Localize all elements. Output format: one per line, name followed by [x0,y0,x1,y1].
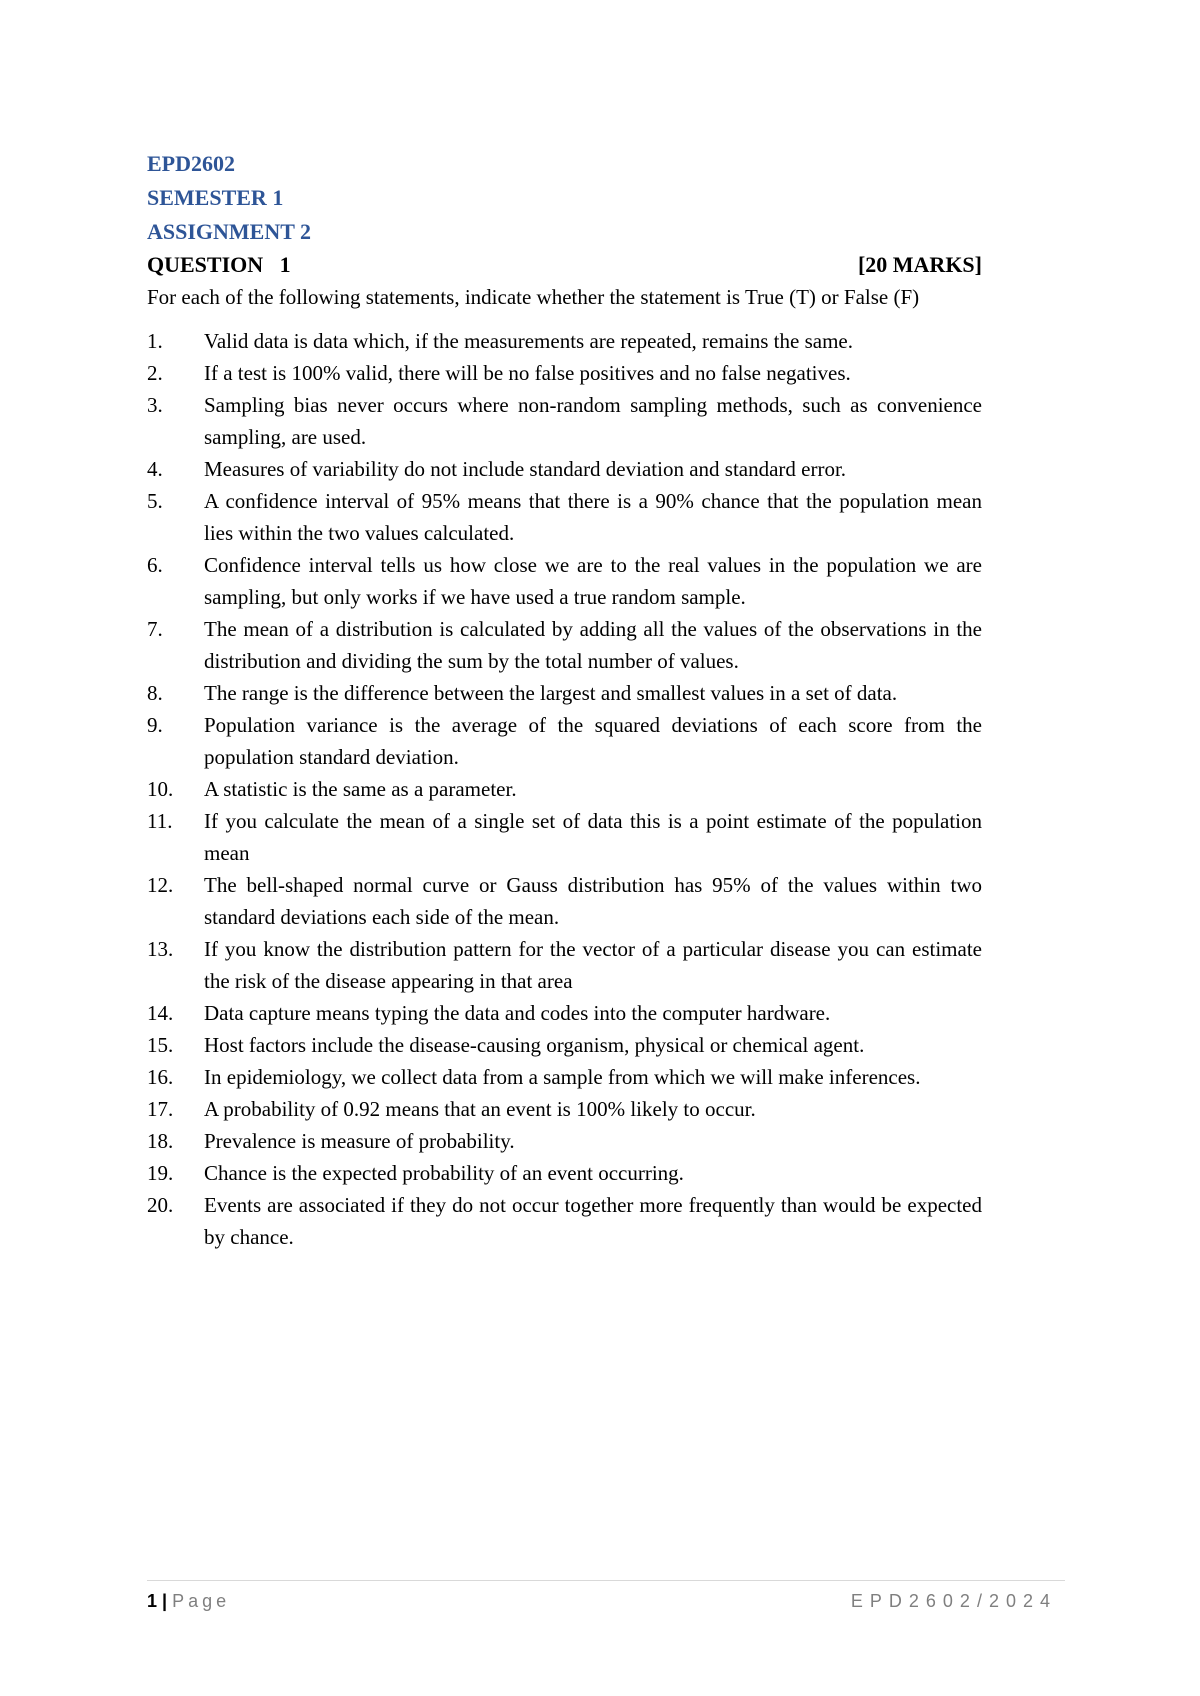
list-item [147,485,982,549]
statement-number: 1. [147,329,163,353]
statement-number: 20. [147,1193,174,1217]
list-item [147,709,982,773]
list-item [147,613,982,677]
statement-text: A confidence interval of 95% means that there is a 90% chance that the population mean lies within the two values calculated. [204,489,982,545]
question-title: QUESTION 1 [147,252,291,277]
statement-text: Host factors include the disease-causing organism, physical or chemical agent. [204,1033,865,1057]
statement-text: The bell-shaped normal curve or Gauss distribution has 95% of the values within two standard deviations each side of the mean. [204,873,982,929]
statement-number: 18. [147,1129,174,1153]
list-item [147,1093,982,1125]
list-item [147,1061,982,1093]
statement-text: Valid data is data which, if the measurements are repeated, remains the same. [204,329,853,353]
statement-text: Sampling bias never occurs where non-random sampling methods, such as convenience sampling, are used. [204,393,982,449]
statement-text: Confidence interval tells us how close we are to the real values in the population we are sampling, but only works if we have used a true random sample. [204,553,982,609]
statement-number: 13. [147,937,174,961]
list-item [147,357,982,389]
statement-number: 17. [147,1097,174,1121]
statement-number: 2. [147,361,163,385]
question-instruction: For each of the following statements, indicate whether the statement is True (T) or False (F) [147,285,920,309]
statement-number: 15. [147,1033,174,1057]
statement-number: 8. [147,681,163,705]
list-item [147,325,982,357]
page-footer [147,1580,1065,1612]
statement-text: Measures of variability do not include standard deviation and standard error. [204,457,847,481]
statement-number: 11. [147,809,173,833]
statement-number: 9. [147,713,163,737]
list-item [147,869,982,933]
statement-text: The mean of a distribution is calculated by adding all the values of the observations in the distribution and dividing the sum by the total number of values. [204,617,982,673]
footer-separator: | [162,1591,168,1611]
question-marks: [20 MARKS] [857,252,982,277]
page-content [147,147,982,1253]
statement-text: Prevalence is measure of probability. [204,1129,515,1153]
statement-text: The range is the difference between the largest and smallest values in a set of data. [204,681,898,705]
statement-text: If you calculate the mean of a single set of data this is a point estimate of the population mean [204,809,982,865]
statement-text: If you know the distribution pattern for the vector of a particular disease you can estimate the risk of the disease appearing in that area [204,937,982,993]
list-item [147,997,982,1029]
statement-number: 10. [147,777,174,801]
statement-text: If a test is 100% valid, there will be no false positives and no false negatives. [204,361,851,385]
footer-doc-code: EPD2602/2024 [850,1591,1057,1611]
list-item [147,933,982,997]
footer-page-label: Page [172,1591,231,1611]
statement-text: Chance is the expected probability of an event occurring. [204,1161,684,1185]
statement-number: 14. [147,1001,174,1025]
statement-text: Events are associated if they do not occur together more frequently than would be expected by chance. [204,1193,982,1249]
assignment-heading: ASSIGNMENT 2 [147,219,312,244]
statement-list [147,325,982,1253]
question-header [147,249,982,281]
list-item [147,773,982,805]
list-item [147,1029,982,1061]
statement-text: Data capture means typing the data and codes into the computer hardware. [204,1001,831,1025]
statement-number: 16. [147,1065,174,1089]
statement-number: 4. [147,457,163,481]
list-item [147,805,982,869]
list-item [147,1125,982,1157]
statement-number: 7. [147,617,163,641]
statement-number: 19. [147,1161,174,1185]
course-code-heading: EPD2602 [147,151,235,176]
footer-page-info [147,1591,230,1612]
statement-text: A probability of 0.92 means that an event is 100% likely to occur. [204,1097,756,1121]
semester-heading: SEMESTER 1 [147,185,284,210]
statement-number: 5. [147,489,163,513]
statement-number: 3. [147,393,163,417]
list-item [147,389,982,453]
list-item [147,1157,982,1189]
footer-page-number: 1 [147,1591,158,1611]
list-item [147,1189,982,1253]
list-item [147,453,982,485]
list-item [147,677,982,709]
statement-number: 6. [147,553,163,577]
list-item [147,549,982,613]
statement-text: Population variance is the average of the squared deviations of each score from the population standard deviation. [204,713,982,769]
statement-text: In epidemiology, we collect data from a sample from which we will make inferences. [204,1065,921,1089]
statement-number: 12. [147,873,174,897]
statement-text: A statistic is the same as a parameter. [204,777,517,801]
